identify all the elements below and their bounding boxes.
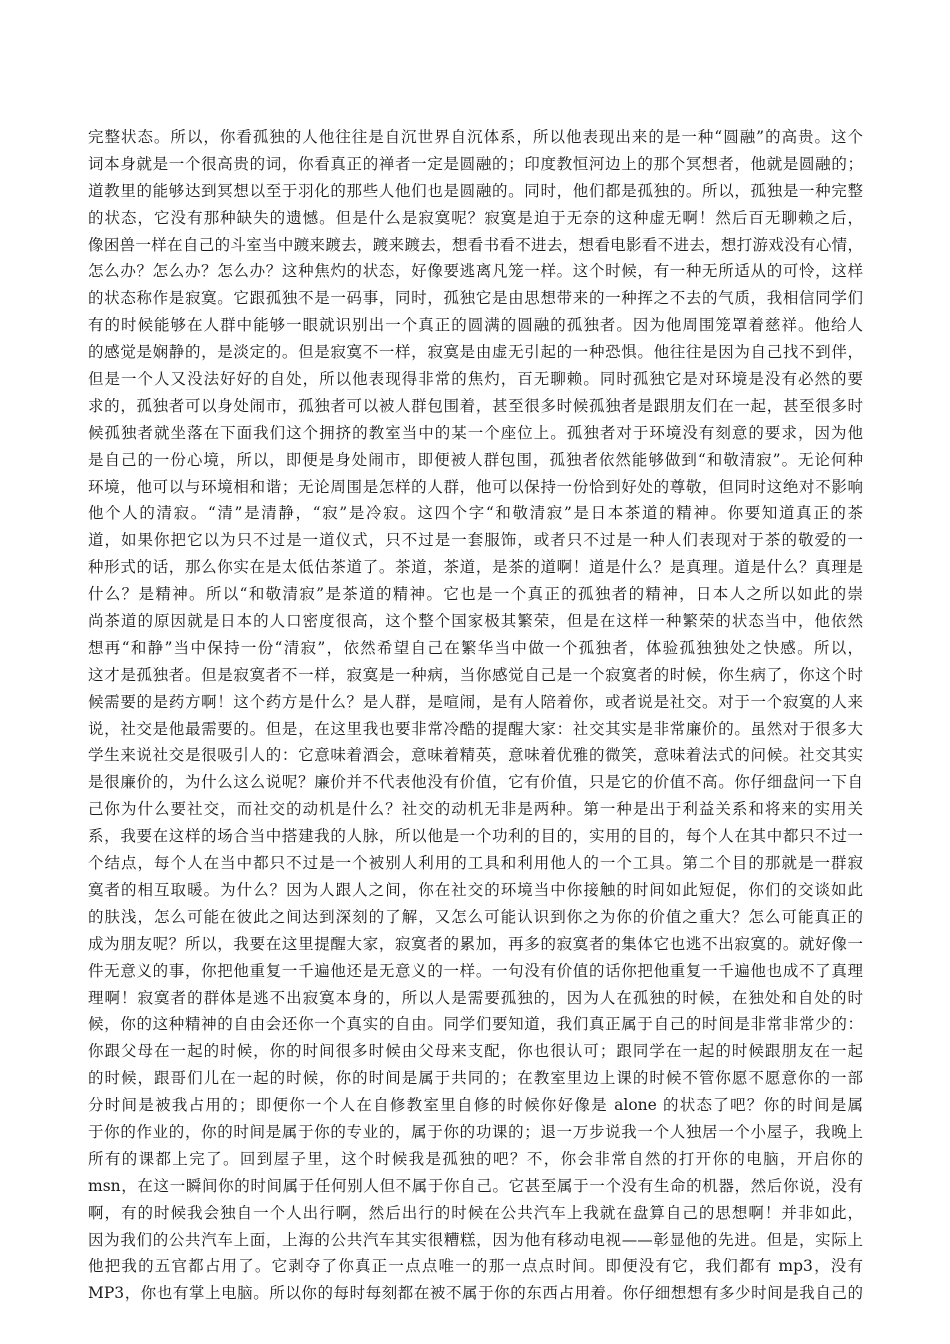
text-line: msn，在这一瞬间你的时间属于任何别人但不属于你自己。它甚至属于一个没有生命的机器，然后你说，没有 [88,1176,863,1195]
text-line: MP3，你也有掌上电脑。所以你的每时每刻都在被不属于你的东西占用着。你仔细想想有多少时间是我自己的 [88,1284,863,1303]
text-line: 所有的课都上完了。回到屋子里，这个时候我是孤独的吧？不，你会非常自然的打开你的电脑，开启你的 [88,1149,863,1168]
text-line: 像困兽一样在自己的斗室当中踱来踱去，踱来踱去，想看书看不进去，想看电影看不进去，想打游戏没有心情， [88,235,863,254]
text-line: 系，我要在这样的场合当中搭建我的人脉，所以他是一个功利的目的，实用的目的，每个人在其中都只不过一 [88,827,863,846]
text-line: 的感觉是娴静的，是淡定的。但是寂寞不一样，寂寞是由虚无引起的一种恐惧。他往往是因为自己找不到伴， [88,343,863,362]
text-line: 道教里的能够达到冥想以至于羽化的那些人他们也是圆融的。同时，他们都是孤独的。所以，孤独是一种完整 [88,181,863,200]
text-line: 己你为什么要社交，而社交的动机是什么？社交的动机无非是两种。第一种是出于利益关系和将来的实用关 [88,800,863,819]
text-line: 但是一个人又没法好好的自处，所以他表现得非常的焦灼，百无聊赖。同时孤独它是对环境是没有必然的要 [88,370,863,389]
text-line: 候，你的这种精神的自由会还你一个真实的自由。同学们要知道，我们真正属于自己的时间是非常非常少的： [88,1015,863,1034]
text-line: 候需要的是药方啊！这个药方是什么？是人群，是喧闹，是有人陪着你，或者说是社交。对于一个寂寞的人来 [88,692,863,711]
text-line: 道，如果你把它以为只不过是一道仪式，只不过是一套服饰，或者只不过是一种人们表现对于茶的敬爱的一 [88,531,863,550]
text-line: 种形式的话，那么你实在是太低估茶道了。茶道，茶道，是茶的道啊！道是什么？是真理。道是什么？真理是 [88,558,863,577]
text-line: 说，社交是他最需要的。但是，在这里我也要非常冷酷的提醒大家：社交其实是非常廉价的。虽然对于很多大 [88,719,863,738]
text-line: 有的时候能够在人群中能够一眼就识别出一个真正的圆满的圆融的孤独者。因为他周围笼罩着慈祥。他给人 [88,316,863,335]
text-line: 的状态，它没有那种缺失的遗憾。但是什么是寂寞呢？寂寞是迫于无奈的这种虚无啊！然后百无聊赖之后， [88,208,863,227]
text-line: 学生来说社交是很吸引人的：它意味着酒会，意味着精英，意味着优雅的微笑，意味着法式的问候。社交其实 [88,746,863,765]
text-line: 这才是孤独者。但是寂寞者不一样，寂寞是一种病，当你感觉自己是一个寂寞者的时候，你生病了，你这个时 [88,665,863,684]
text-line: 个结点，每个人在当中都只不过是一个被别人利用的工具和利用他人的一个工具。第二个目的那就是一群寂 [88,854,863,873]
text-line: 件无意义的事，你把他重复一千遍他还是无意义的一样。一句没有价值的话你把他重复一千遍他也成不了真理 [88,961,863,980]
text-line: 词本身就是一个很高贵的词，你看真正的禅者一定是圆融的；印度教恒河边上的那个冥想者，他就是圆融的； [88,154,863,173]
text-line: 分时间是被我占用的；即便你一个人在自修教室里自修的时候你好像是 alone 的状态了吧？你的时间是属 [88,1096,863,1115]
text-line: 尚茶道的原因就是日本的人口密度很高，这个整个国家极其繁荣，但是在这样一种繁荣的状态当中，他依然 [88,612,863,631]
text-line: 的时候，跟哥们儿在一起的时候，你的时间是属于共同的；在教室里边上课的时候不管你愿不愿意你的一部 [88,1069,863,1088]
text-line: 寞者的相互取暖。为什么？因为人跟人之间，你在社交的环境当中你接触的时间如此短促，你们的交谈如此 [88,880,863,899]
text-line: 你跟父母在一起的时候，你的时间很多时候由父母来支配，你也很认可；跟同学在一起的时候跟朋友在一起 [88,1042,863,1061]
document-body [88,124,863,1307]
text-line: 什么？是精神。所以“和敬清寂”是茶道的精神。它也是一个真正的孤独者的精神，日本人之所以如此的崇 [88,585,863,604]
text-line: 他个人的清寂。“清”是清静，“寂”是冷寂。这四个字“和敬清寂”是日本茶道的精神。你要知道真正的茶 [88,504,863,523]
text-line: 完整状态。所以，你看孤独的人他往往是自沉世界自沉体系，所以他表现出来的是一种“圆融”的高贵。这个 [88,128,863,146]
text-line: 环境，他可以与环境相和谐；无论周围是怎样的人群，他可以保持一份恰到好处的尊敬，但同时这绝对不影响 [88,477,863,496]
text-line: 想再“和静”当中保持一份“清寂”，依然希望自己在繁华当中做一个孤独者，体验孤独独处之快感。所以， [88,638,863,657]
text-line: 怎么办？怎么办？怎么办？这种焦灼的状态，好像要逃离凡笼一样。这个时候，有一种无所适从的可怜，这样 [88,262,863,281]
text-line: 他把我的五官都占用了。它剥夺了你真正一点点唯一的那一点点时间。即便没有它，我们都有 mp3，没有 [88,1257,863,1276]
text-line: 是自己的一份心境，所以，即便是身处闹市，即便被人群包围，孤独者依然能够做到“和敬清寂”。无论何种 [88,450,863,469]
text-line: 因为我们的公共汽车上面，上海的公共汽车其实很糟糕，因为他有移动电视——彰显他的先进。但是，实际上 [88,1230,863,1249]
text-line: 成为朋友呢？所以，我要在这里提醒大家，寂寞者的累加，再多的寂寞者的集体它也逃不出寂寞的。就好像一 [88,934,863,953]
text-line: 的状态称作是寂寞。它跟孤独不是一码事，同时，孤独它是由思想带来的一种挥之不去的气质，我相信同学们 [88,289,863,308]
text-line: 求的，孤独者可以身处闹市，孤独者可以被人群包围着，甚至很多时候孤独者是跟朋友们在一起，甚至很多时 [88,396,863,415]
text-line: 的肤浅，怎么可能在彼此之间达到深刻的了解，又怎么可能认识到你之为你的价值之重大？怎么可能真正的 [88,907,863,926]
text-line: 啊，有的时候我会独自一个人出行啊，然后出行的时候在公共汽车上我就在盘算自己的思想啊！并非如此， [88,1203,863,1222]
text-line: 理啊！寂寞者的群体是逃不出寂寞本身的，所以人是需要孤独的，因为人在孤独的时候，在独处和自处的时 [88,988,863,1007]
text-line: 于你的作业的，你的时间是属于你的专业的，属于你的功课的；退一万步说我一个人独居一个小屋子，我晚上 [88,1122,863,1141]
text-line: 是很廉价的，为什么这么说呢？廉价并不代表他没有价值，它有价值，只是它的价值不高。你仔细盘问一下自 [88,773,863,792]
text-line: 候孤独者就坐落在下面我们这个拥挤的教室当中的某一个座位上。孤独者对于环境没有刻意的要求，因为他 [88,423,863,442]
